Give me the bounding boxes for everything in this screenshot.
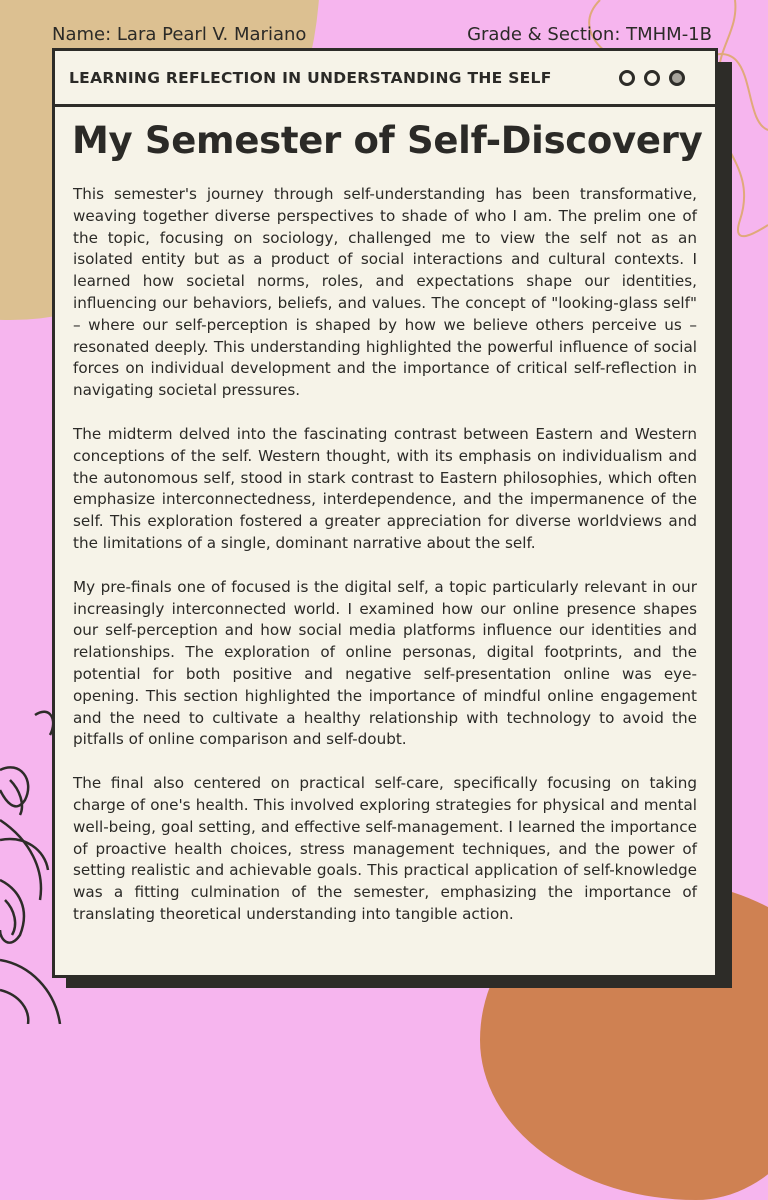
window-controls	[619, 70, 685, 86]
paragraph-finals: The final also centered on practical self-care, specifically focusing on taking charge of one's health. This involved exploring strategies for physical and mental well-being, goal setting, and effective self-management. I learned the importance of proactive health choices, stress management techniques, and the power of setting realistic and achievable goals. This practical application of self-knowledge was a fitting culmination of the semester, emphasizing the importance of translating theoretical understanding into tangible action.	[73, 774, 697, 923]
leaf-branch-icon	[0, 712, 60, 1024]
grade-section: Grade & Section: TMHM-1B	[467, 24, 712, 45]
page-title: My Semester of Self-Discovery	[72, 119, 703, 162]
paragraph-prefinals: My pre-finals one of focused is the digital self, a topic particularly relevant in our increasingly interconnected world. I examined how our online presence shapes our self-perception and how social media platforms influence our identities and relationships. The exploration of online personas, digital footprints, and the potential for both positive and negative self-presentation online was eye-opening. This section highlighted the importance of mindful online engagement and the need to cultivate a healthy relationship with technology to avoid the pitfalls of online comparison and self-doubt.	[73, 577, 697, 749]
window-dot-icon	[619, 70, 635, 86]
reflection-body	[73, 184, 697, 926]
card-title-bar	[55, 51, 715, 107]
paragraph-prelim: This semester's journey through self-understanding has been transformative, weaving together diverse perspectives to shade of who I am. The prelim one of the topic, focusing on sociology, challenged me to view the self not as an isolated entity but as a product of social interactions and cultural contexts. I learned how societal norms, roles, and expectations shape our identities, influencing our behaviors, beliefs, and values. The concept of "looking-glass self" – where our self-perception is shaped by how we believe others perceive us – resonated deeply. This understanding highlighted the powerful influence of social forces on individual development and the importance of critical self-reflection in navigating societal pressures.	[73, 185, 697, 400]
window-dot-icon	[644, 70, 660, 86]
reflection-card	[52, 48, 718, 978]
paragraph-midterm: The midterm delved into the fascinating contrast between Eastern and Western conceptions of the self. Western thought, with its emphasis on individualism and the autonomous self, stood in stark contrast to Eastern philosophies, which often emphasize interconnectedness, interdependence, and the impermanence of the self. This exploration fostered a greater appreciation for diverse worldviews and the limitations of a single, dominant narrative about the self.	[73, 424, 697, 552]
card-bar-title: LEARNING REFLECTION IN UNDERSTANDING THE SELF	[69, 68, 552, 87]
window-dot-filled-icon	[669, 70, 685, 86]
student-name: Name: Lara Pearl V. Mariano	[52, 24, 307, 45]
